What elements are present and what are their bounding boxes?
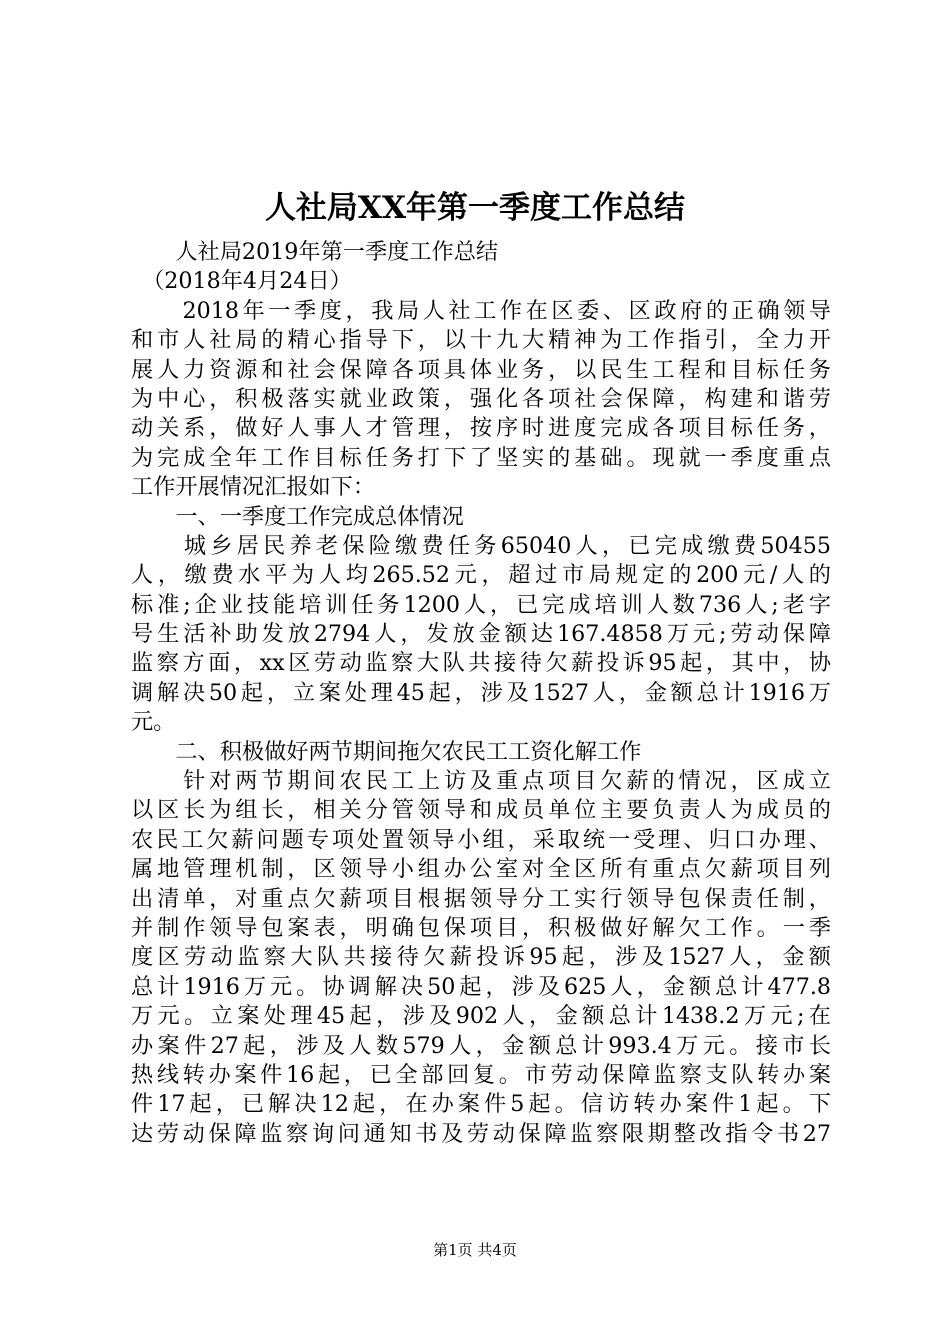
document-title: 人社局XX年第一季度工作总结: [264, 190, 686, 226]
page-footer: 第1页 共4页: [433, 1241, 517, 1259]
text-line: 人，缴费水平为人均265.52元，超过市局规定的200元/人的: [131, 562, 831, 589]
text-line: 和市人社局的精心指导下，以十九大精神为工作指引，全力开: [131, 327, 831, 354]
text-line: 出清单，对重点欠薪项目根据领导分工实行领导包保责任制，: [131, 885, 831, 912]
text-line: 以区长为组长，相关分管领导和成员单位主要负责人为成员的: [131, 797, 831, 824]
text-line: 热线转办案件16起，已全部回复。市劳动保障监察支队转办案: [131, 1061, 831, 1088]
text-line: 调解决50起，立案处理45起，涉及1527人，金额总计1916万: [131, 679, 831, 706]
text-line: 城乡居民养老保险缴费任务65040人，已完成缴费50455: [131, 532, 831, 559]
text-line: 办案件27起，涉及人数579人，金额总计993.4万元。接市长: [131, 1032, 831, 1059]
text-line: 2018年一季度，我局人社工作在区委、区政府的正确领导: [131, 297, 831, 324]
text-line: 二、积极做好两节期间拖欠农民工工资化解工作: [131, 738, 642, 765]
text-line: 标准;企业技能培训任务1200人，已完成培训人数736人;老字: [131, 591, 831, 618]
text-line: 万元。立案处理45起，涉及902人，金额总计1438.2万元;在: [131, 1003, 831, 1030]
text-line: 号生活补助发放2794人，发放金额达167.4858万元;劳动保障: [131, 621, 831, 648]
text-line: 属地管理机制，区领导小组办公室对全区所有重点欠薪项目列: [131, 856, 831, 883]
text-line: 为中心，积极落实就业政策，强化各项社会保障，构建和谐劳: [131, 385, 831, 412]
text-line: 元。: [131, 709, 176, 736]
text-line: （2018年4月24日）: [131, 268, 352, 295]
text-line: 工作开展情况汇报如下：: [131, 474, 376, 501]
text-line: 监察方面，xx区劳动监察大队共接待欠薪投诉95起，其中，协: [131, 650, 831, 677]
text-line: 为完成全年工作目标任务打下了坚实的基础。现就一季度重点: [131, 444, 831, 471]
text-line: 达劳动保障监察询问通知书及劳动保障监察限期整改指令书27: [131, 1120, 831, 1147]
document-body: [131, 238, 831, 1149]
text-line: 展人力资源和社会保障各项具体业务，以民生工程和目标任务: [131, 356, 831, 383]
text-line: 并制作领导包案表，明确包保项目，积极做好解欠工作。一季: [131, 914, 831, 941]
text-line: 人社局2019年第一季度工作总结: [131, 239, 499, 265]
text-line: 动关系，做好人事人才管理，按序时进度完成各项目标任务，: [131, 415, 831, 442]
text-line: 一、一季度工作完成总体情况: [131, 503, 464, 530]
text-line: 度区劳动监察大队共接待欠薪投诉95起，涉及1527人，金额: [131, 944, 831, 971]
text-line: 针对两节期间农民工上访及重点项目欠薪的情况，区成立: [131, 768, 831, 795]
text-line: 总计1916万元。协调解决50起，涉及625人，金额总计477.8: [131, 973, 831, 1000]
text-line: 件17起，已解决12起，在办案件5起。信访转办案件1起。下: [131, 1091, 831, 1118]
text-line: 农民工欠薪问题专项处置领导小组，采取统一受理、归口办理、: [131, 826, 831, 853]
